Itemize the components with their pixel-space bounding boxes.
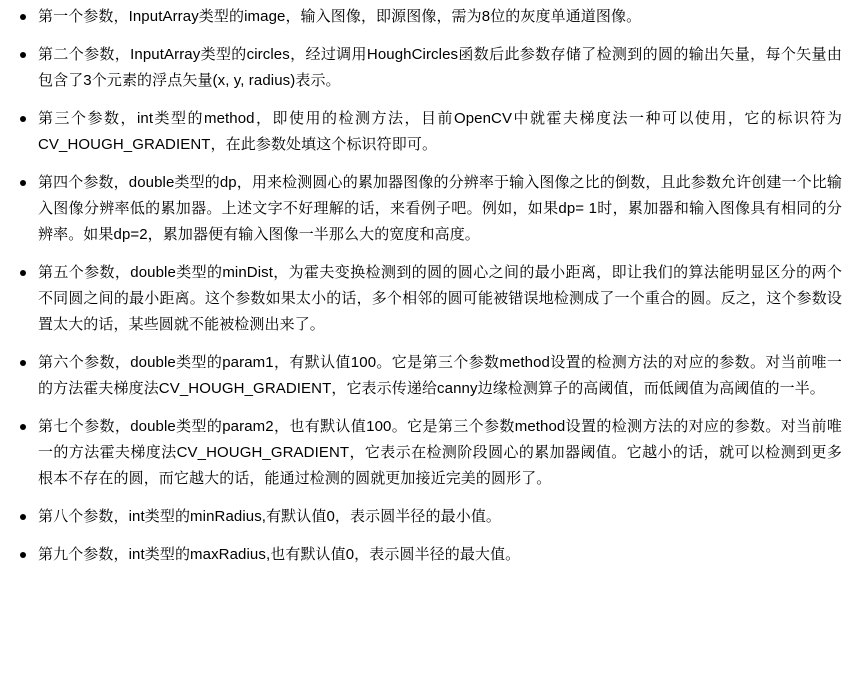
- list-item: 第三个参数，int类型的method，即使用的检测方法，目前OpenCV中就霍夫梯度法一种可以使用，它的标识符为CV_HOUGH_GRADIENT，在此参数处填这个标识符即可。: [14, 106, 842, 158]
- list-item: 第二个参数，InputArray类型的circles，经过调用HoughCircles函数后此参数存储了检测到的圆的输出矢量，每个矢量由包含了3个元素的浮点矢量(x, y, radius)表示。: [14, 42, 842, 94]
- list-item: 第八个参数，int类型的minRadius,有默认值0，表示圆半径的最小值。: [14, 504, 842, 530]
- list-item: 第四个参数，double类型的dp，用来检测圆心的累加器图像的分辨率于输入图像之比的倒数，且此参数允许创建一个比输入图像分辨率低的累加器。上述文字不好理解的话，来看例子吧。例如，如果dp= 1时，累加器和输入图像具有相同的分辨率。如果dp=2，累加器便有输入图像一半那么大的宽度和高度。: [14, 170, 842, 248]
- list-item: 第一个参数，InputArray类型的image，输入图像，即源图像，需为8位的灰度单通道图像。: [14, 4, 842, 30]
- parameter-list: [14, 4, 842, 568]
- list-item: 第七个参数，double类型的param2，也有默认值100。它是第三个参数method设置的检测方法的对应的参数。对当前唯一的方法霍夫梯度法CV_HOUGH_GRADIENT，它表示在检测阶段圆心的累加器阈值。它越小的话，就可以检测到更多根本不存在的圆，而它越大的话，能通过检测的圆就更加接近完美的圆形了。: [14, 414, 842, 492]
- list-item: 第六个参数，double类型的param1，有默认值100。它是第三个参数method设置的检测方法的对应的参数。对当前唯一的方法霍夫梯度法CV_HOUGH_GRADIENT，它表示传递给canny边缘检测算子的高阈值，而低阈值为高阈值的一半。: [14, 350, 842, 402]
- list-item: 第五个参数，double类型的minDist，为霍夫变换检测到的圆的圆心之间的最小距离，即让我们的算法能明显区分的两个不同圆之间的最小距离。这个参数如果太小的话，多个相邻的圆可能被错误地检测成了一个重合的圆。反之，这个参数设置太大的话，某些圆就不能被检测出来了。: [14, 260, 842, 338]
- list-item: 第九个参数，int类型的maxRadius,也有默认值0，表示圆半径的最大值。: [14, 542, 842, 568]
